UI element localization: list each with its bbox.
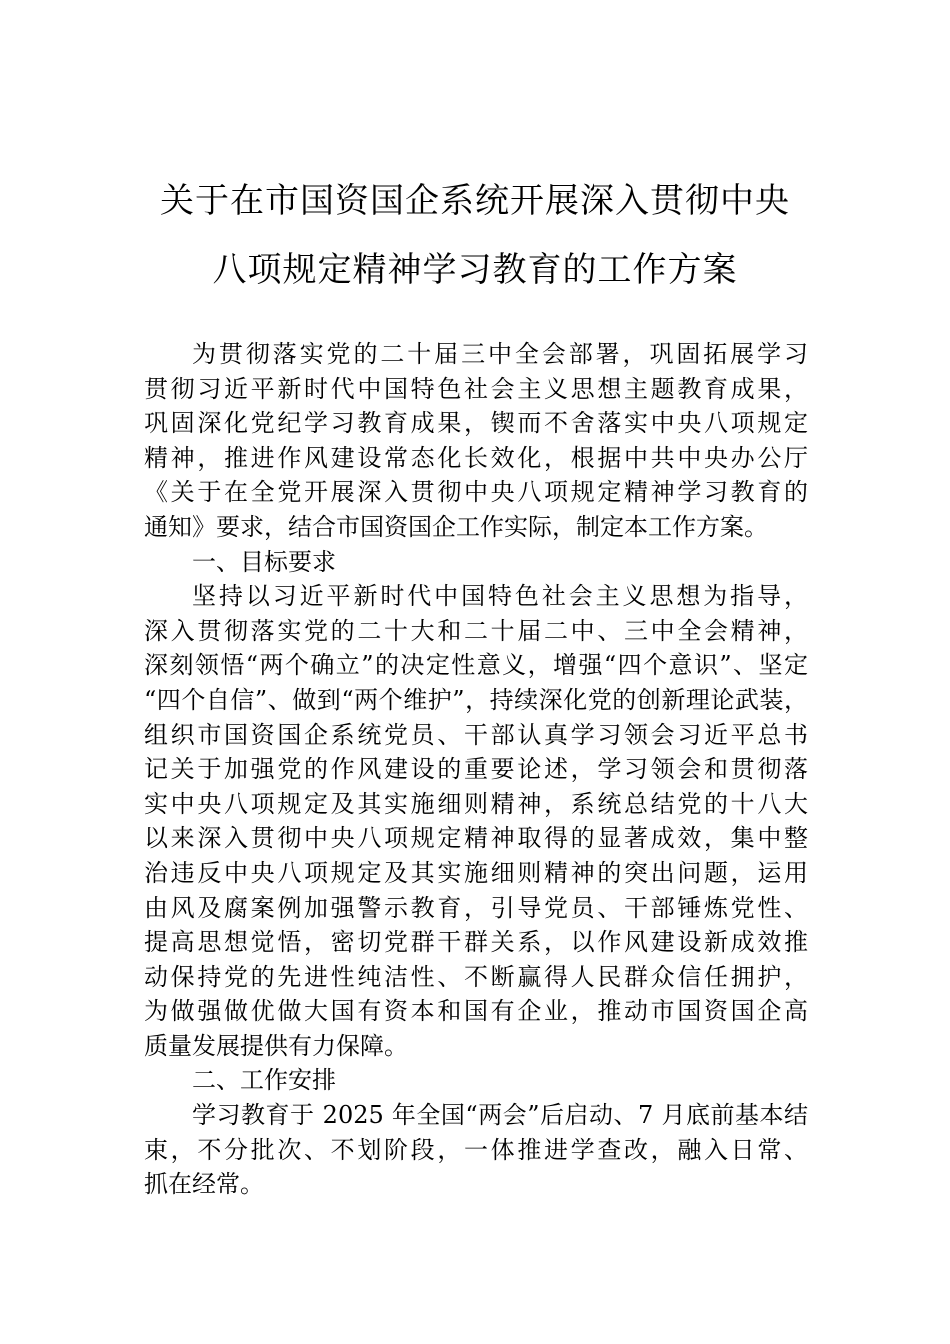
- text-line: 巩固深化党纪学习教育成果，锲而不舍落实中央八项规定: [144, 409, 808, 438]
- text-line: 贯彻习近平新时代中国特色社会主义思想主题教育成果，: [144, 374, 808, 403]
- text-line: 深入贯彻落实党的二十大和二十届二中、三中全会精神，: [144, 616, 808, 645]
- text-line: 通知》要求，结合市国资国企工作实际，制定本工作方案。: [144, 512, 768, 541]
- section-heading-arrangement: 二、工作安排: [192, 1066, 336, 1095]
- text-line: 坚持以习近平新时代中国特色社会主义思想为指导，: [192, 582, 808, 611]
- text-line: 抓在经常。: [144, 1170, 264, 1199]
- text-line: 学习教育于 2025 年全国“两会”后启动、7 月底前基本结: [192, 1101, 808, 1130]
- text-line: “四个自信”、做到“两个维护”，持续深化党的创新理论武装，: [144, 685, 808, 714]
- text-line: 为做强做优做大国有资本和国有企业，推动市国资国企高: [144, 997, 808, 1026]
- text-line: 记关于加强党的作风建设的重要论述，学习领会和贯彻落: [144, 755, 808, 784]
- text-line: 实中央八项规定及其实施细则精神，系统总结党的十八大: [144, 789, 808, 818]
- document-body: [144, 337, 808, 1202]
- text-line: 精神，推进作风建设常态化长效化，根据中共中央办公厅: [144, 443, 808, 472]
- document-title-line-1: 关于在市国资国企系统开展深入贯彻中央: [160, 181, 790, 221]
- text-line: 束，不分批次、不划阶段，一体推进学查改，融入日常、: [144, 1135, 808, 1164]
- text-line: 为贯彻落实党的二十届三中全会部署，巩固拓展学习: [192, 340, 808, 368]
- text-line: 由风及腐案例加强警示教育，引导党员、干部锤炼党性、: [144, 893, 808, 922]
- text-line: 深刻领悟“两个确立”的决定性意义，增强“四个意识”、坚定: [144, 651, 808, 680]
- section-heading-goals: 一、目标要求: [192, 547, 336, 576]
- text-line: 以来深入贯彻中央八项规定精神取得的显著成效，集中整: [144, 824, 808, 853]
- paragraph-intro: [144, 337, 808, 545]
- text-line: 质量发展提供有力保障。: [144, 1031, 408, 1060]
- text-line: 动保持党的先进性纯洁性、不断赢得人民群众信任拥护，: [144, 962, 808, 991]
- text-line: 治违反中央八项规定及其实施细则精神的突出问题，运用: [144, 858, 808, 887]
- text-line: 提高思想觉悟，密切党群干群关系，以作风建设新成效推: [144, 928, 808, 957]
- paragraph-arrangement: [144, 1098, 808, 1202]
- document-title-line-2: 八项规定精神学习教育的工作方案: [212, 250, 738, 290]
- text-line: 《关于在全党开展深入贯彻中央八项规定精神学习教育的: [144, 478, 808, 507]
- text-line: 组织市国资国企系统党员、干部认真学习领会习近平总书: [144, 720, 808, 749]
- paragraph-goals: [144, 579, 808, 1063]
